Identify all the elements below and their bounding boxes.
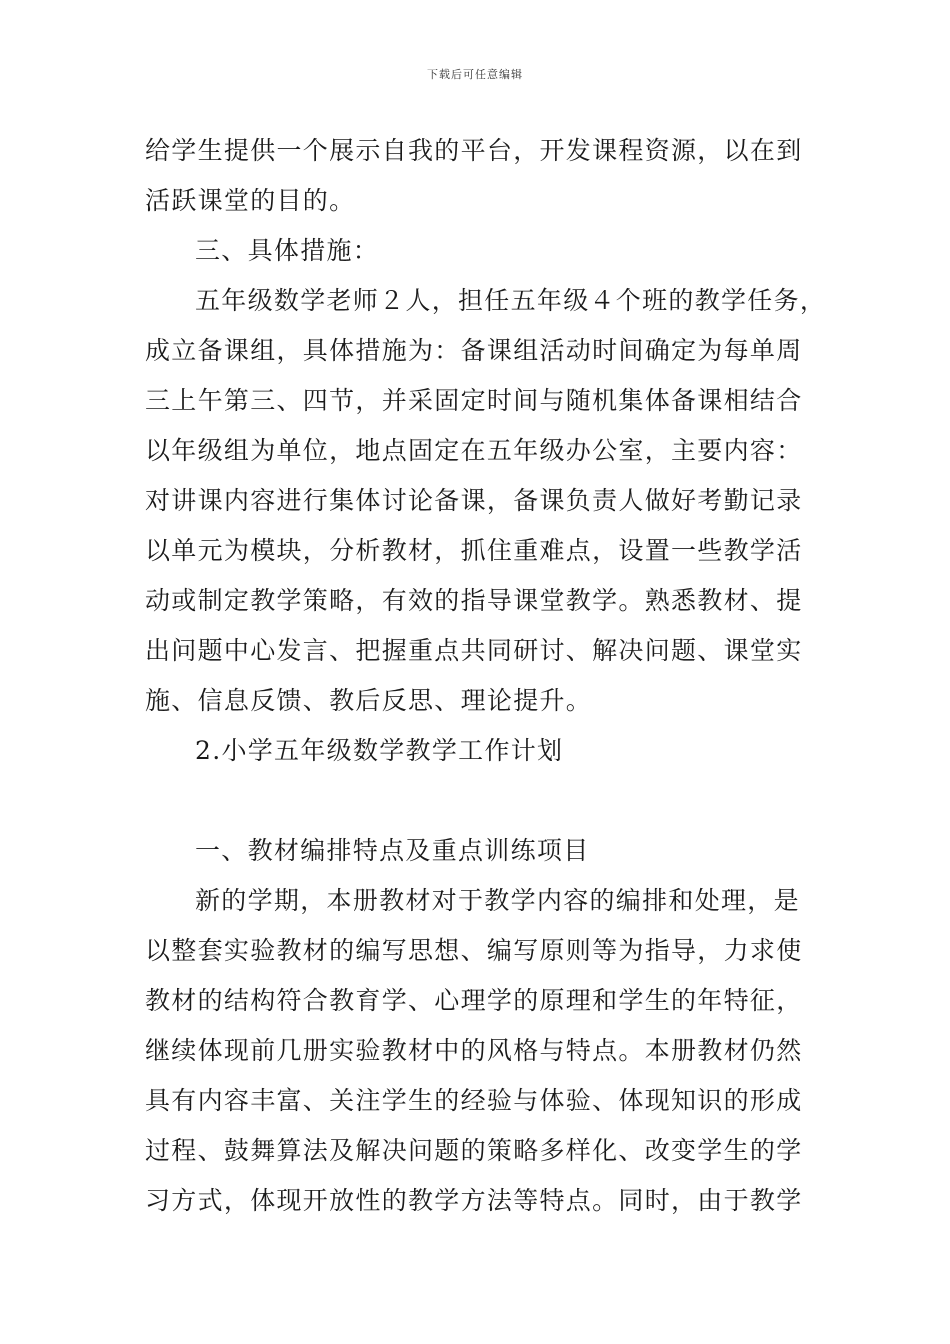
text-line: 出问题中心发言、把握重点共同研讨、解决问题、课堂实 [145, 636, 803, 665]
page-header: 下载后可任意编辑 [427, 68, 523, 81]
text-line: 活跃课堂的目的。 [145, 186, 356, 215]
text-line: 给学生提供一个展示自我的平台，开发课程资源，以在到 [145, 136, 803, 165]
section-heading: 一、教材编排特点及重点训练项目 [195, 836, 590, 865]
section-heading: 三、具体措施： [195, 236, 380, 265]
text-line: 成立备课组，具体措施为：备课组活动时间确定为每单周 [145, 336, 803, 365]
text-line: 新的学期，本册教材对于教学内容的编排和处理，是 [195, 886, 800, 915]
text-line: 对讲课内容进行集体讨论备课，备课负责人做好考勤记录 [145, 486, 803, 515]
text-line: 三上午第三、四节，并采固定时间与随机集体备课相结合 [145, 386, 803, 415]
text-line: 以年级组为单位，地点固定在五年级办公室，主要内容： [145, 436, 803, 465]
text-line: 具有内容丰富、关注学生的经验与体验、体现知识的形成 [145, 1086, 803, 1115]
text-line: 施、信息反馈、教后反思、理论提升。 [145, 686, 593, 715]
text-line: 以整套实验教材的编写思想、编写原则等为指导，力求使 [145, 936, 803, 965]
blank-line [145, 776, 811, 826]
document-body [145, 126, 827, 1226]
document-title: 2.小学五年级数学教学工作计划 [195, 736, 564, 765]
text-line: 动或制定教学策略，有效的指导课堂教学。熟悉教材、提 [145, 586, 803, 615]
text-line: 五年级数学老师２人，担任五年级４个班的教学任务， [195, 286, 827, 315]
text-line: 教材的结构符合教育学、心理学的原理和学生的年特征， [145, 986, 803, 1015]
text-line: 继续体现前几册实验教材中的风格与特点。本册教材仍然 [145, 1036, 803, 1065]
text-line: 以单元为模块，分析教材，抓住重难点，设置一些教学活 [145, 536, 803, 565]
text-line: 过程、鼓舞算法及解决问题的策略多样化、改变学生的学 [145, 1136, 803, 1165]
text-line: 习方式，体现开放性的教学方法等特点。同时，由于教学 [145, 1186, 803, 1215]
